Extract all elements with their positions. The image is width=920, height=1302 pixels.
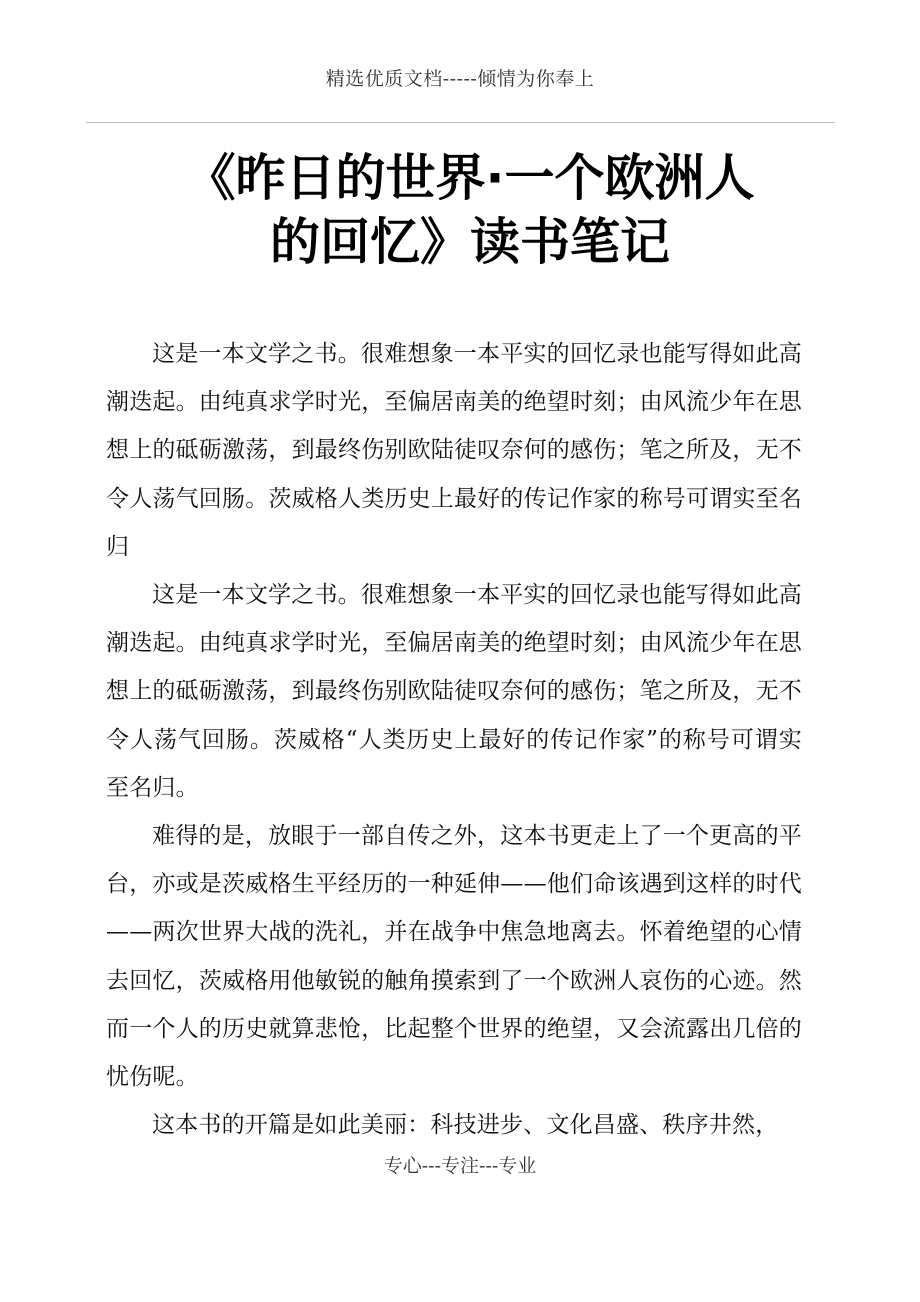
paragraph: 这是一本文学之书。很难想象一本平实的回忆录也能写得如此高潮迭起。由纯真求学时光，至偏居南美的绝望时刻；由风流少年在思想上的砥砺激荡，到最终伤别欧陆徒叹奈何的感伤；笔之所及，无不令人荡气回肠。茨威格人类历史上最好的传记作家的称号可谓实至名归 xyxy=(106,341,802,560)
header-divider xyxy=(86,122,835,123)
paragraph: 这本书的开篇是如此美丽：科技进步、文化昌盛、秩序井然， xyxy=(152,1112,779,1139)
page-header: 精选优质文档-----倾情为你奉上 xyxy=(325,68,595,90)
document-body xyxy=(106,330,802,1149)
paragraph: 这是一本文学之书。很难想象一本平实的回忆录也能写得如此高潮迭起。由纯真求学时光，至偏居南美的绝望时刻；由风流少年在思想上的砥砺激荡，到最终伤别欧陆徒叹奈何的感伤；笔之所及，无不令人荡气回肠。茨威格“人类历史上最好的传记作家”的称号可谓实至名归。 xyxy=(106,582,802,801)
page-footer: 专心---专注---专业 xyxy=(383,1155,537,1177)
title-line-1: 《昨日的世界·一个欧洲人 xyxy=(185,149,755,207)
paragraph: 难得的是，放眼于一部自传之外，这本书更走上了一个更高的平台，亦或是茨威格生平经历的一种延伸——他们命该遇到这样的时代——两次世界大战的洗礼，并在战争中焦急地离去。怀着绝望的心情去回忆，茨威格用他敏锐的触角摸索到了一个欧洲人哀伤的心迹。然而一个人的历史就算悲怆，比起整个世界的绝望，又会流露出几倍的忧伤呢。 xyxy=(106,823,802,1091)
document-title xyxy=(120,146,820,274)
title-line-2: 的回忆》读书笔记 xyxy=(270,213,670,271)
